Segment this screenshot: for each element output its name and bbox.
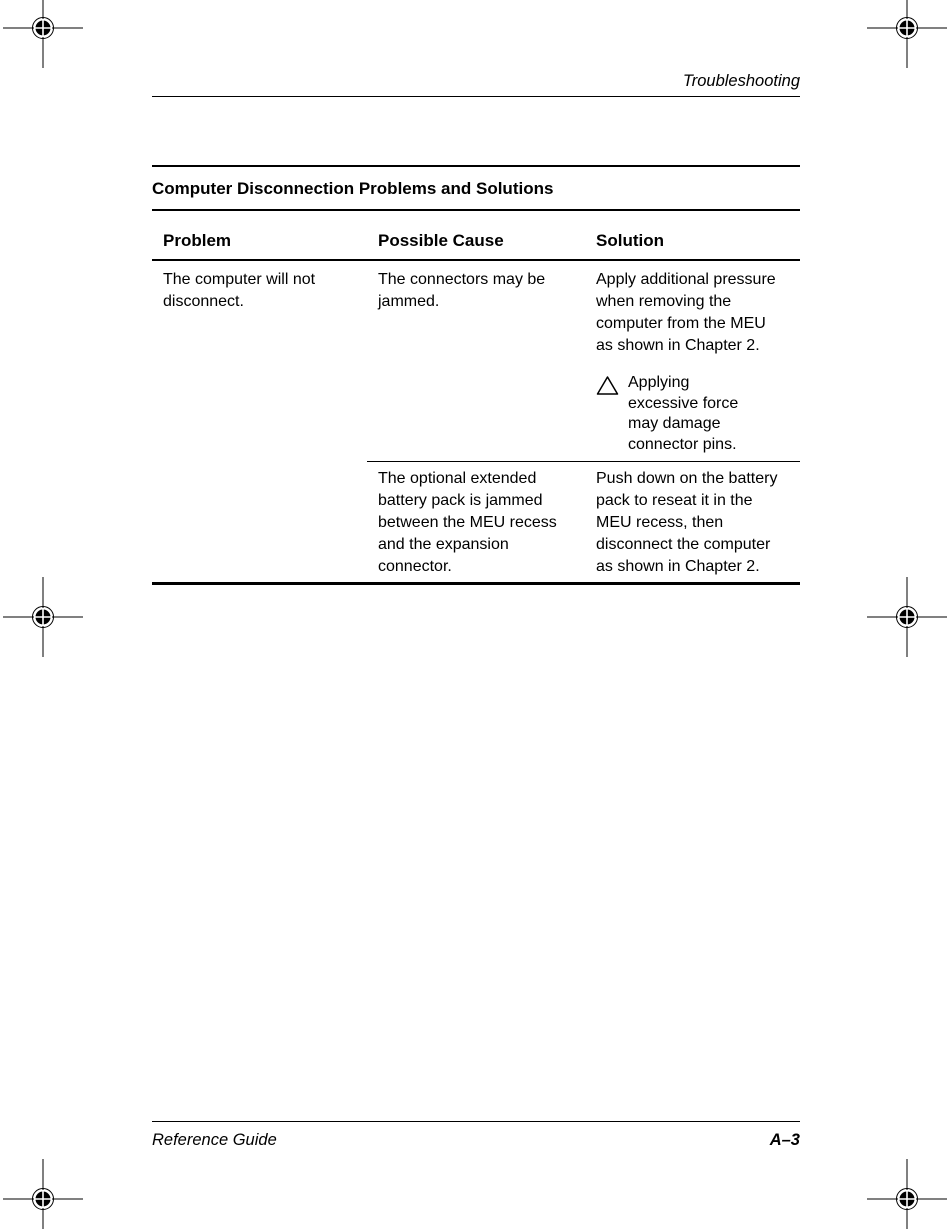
solution-text: Push down on the battery pack to reseat it in the MEU recess, then disconnect the computer as shown in Chapter 2.: [596, 470, 778, 575]
table-row-cause-cell: [367, 261, 585, 461]
column-header-problem: Problem: [152, 211, 367, 261]
running-header-title: Troubleshooting: [682, 72, 800, 90]
table-row-problem-cell: [152, 261, 367, 461]
footer-document-title: Reference Guide: [152, 1131, 277, 1149]
running-footer: [152, 1121, 800, 1151]
table-row-solution-cell: [585, 261, 800, 461]
column-header-possible-cause: Possible Cause: [367, 211, 585, 261]
registration-mark-icon: [3, 577, 83, 657]
warning-triangle-icon: [596, 375, 619, 403]
troubleshooting-table: [152, 165, 800, 585]
table-title: Computer Disconnection Problems and Solutions: [152, 167, 800, 211]
registration-mark-icon: [867, 1159, 947, 1229]
registration-mark-icon: [3, 0, 83, 68]
caution-note: [596, 373, 786, 455]
registration-mark-icon: [867, 577, 947, 657]
registration-mark-icon: [3, 1159, 83, 1229]
table-row-problem-cell: [152, 462, 367, 582]
table-row-solution-cell: [585, 462, 800, 582]
footer-page-number: A–3: [769, 1131, 800, 1149]
table-row-cause-cell: [367, 462, 585, 582]
solution-text: Apply additional pressure when removing the computer from the MEU as shown in Chapter 2.: [596, 271, 776, 354]
caution-text: Applying excessive force may damage connector pins.: [628, 374, 739, 453]
cause-text: The optional extended battery pack is jammed between the MEU recess and the expansion connector.: [378, 470, 557, 575]
running-header: [152, 70, 800, 97]
column-header-solution: Solution: [585, 211, 800, 261]
table-grid: [152, 211, 800, 582]
registration-mark-icon: [867, 0, 947, 68]
problem-text: The computer will not disconnect.: [163, 271, 316, 310]
cause-text: The connectors may be jammed.: [378, 271, 546, 310]
